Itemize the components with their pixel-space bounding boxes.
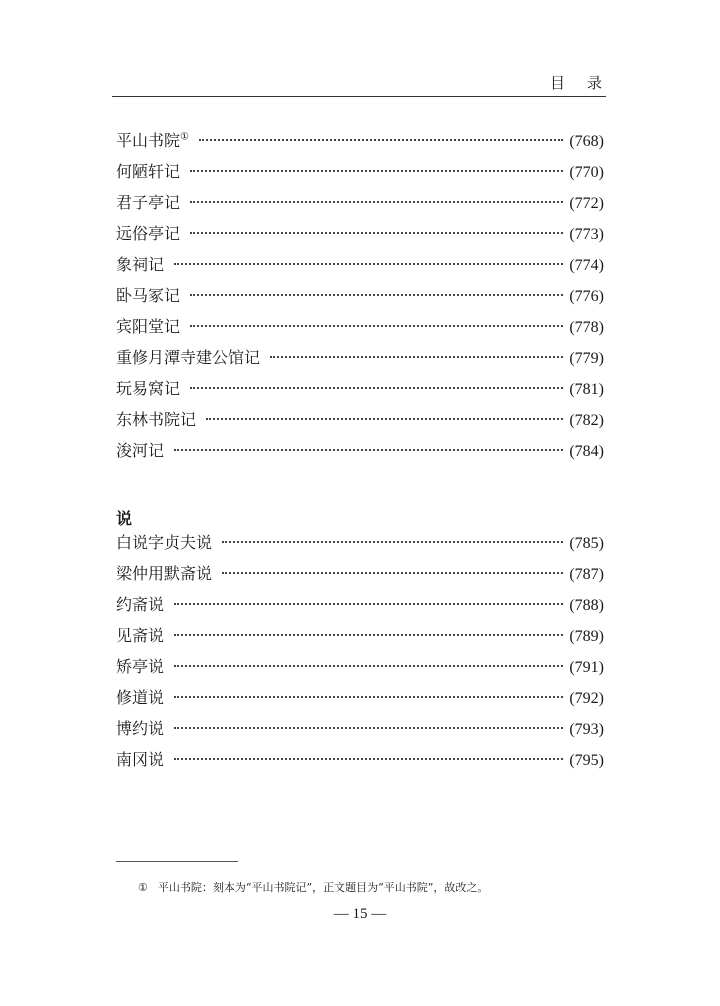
toc-entry-title: 东林书院记 (116, 410, 197, 429)
toc-entry-page: (782) (569, 412, 604, 429)
toc-entry-page: (784) (569, 443, 604, 460)
toc-entry-page: (774) (569, 257, 604, 274)
toc-row[interactable] (116, 252, 604, 283)
toc-entry-page: (791) (569, 659, 604, 676)
toc-entry-title: 玩易窝记 (116, 379, 181, 398)
toc-section-shuo (116, 530, 604, 778)
header-rule (112, 96, 606, 97)
toc-row[interactable] (116, 345, 604, 376)
dot-leader (190, 201, 563, 203)
toc-entry-page: (772) (569, 195, 604, 212)
toc-entry-page: (770) (569, 164, 604, 181)
toc-entry-title: 象祠记 (116, 255, 165, 274)
dot-leader (174, 727, 563, 729)
toc-row[interactable] (116, 376, 604, 407)
toc-entry-title: 博约说 (116, 719, 165, 738)
toc-row[interactable] (116, 592, 604, 623)
dot-leader (270, 356, 563, 358)
dot-leader (190, 387, 563, 389)
toc-row[interactable] (116, 159, 604, 190)
toc-row[interactable] (116, 190, 604, 221)
toc-row[interactable] (116, 654, 604, 685)
toc-row[interactable] (116, 128, 604, 159)
toc-entry-title: 远俗亭记 (116, 224, 181, 243)
dot-leader (190, 232, 563, 234)
page-number: — 15 — (333, 906, 387, 922)
toc-entry-title: 见斋说 (116, 626, 165, 645)
toc-entry-title: 浚河记 (116, 441, 165, 460)
dot-leader (174, 603, 563, 605)
footnote-rule (116, 861, 238, 862)
toc-entry-title: 卧马冢记 (116, 286, 181, 305)
toc-entry-title: 梁仲用默斋说 (116, 564, 213, 583)
dot-leader (190, 325, 563, 327)
footnote (138, 879, 488, 895)
header-title (550, 72, 602, 93)
toc-entry-page: (776) (569, 288, 604, 305)
toc-entry-page: (785) (569, 535, 604, 552)
dot-leader (174, 758, 563, 760)
toc-section-ji (116, 128, 604, 469)
toc-entry-title: 矫亭说 (116, 657, 165, 676)
toc-entry-title: 南冈说 (116, 750, 165, 769)
dot-leader (222, 541, 563, 543)
dot-leader (206, 418, 563, 420)
toc-entry-page: (789) (569, 628, 604, 645)
toc-row[interactable] (116, 283, 604, 314)
toc-entry-title: 何陋轩记 (116, 162, 181, 181)
toc-entry-title: 君子亭记 (116, 193, 181, 212)
toc-entry-page: (768) (569, 133, 604, 150)
toc-entry-title: 约斋说 (116, 595, 165, 614)
toc-entry-title: 宾阳堂记 (116, 317, 181, 336)
toc-row[interactable] (116, 221, 604, 252)
toc-entry-title: 白说字贞夫说 (116, 533, 213, 552)
section-heading: 说 (116, 509, 133, 528)
toc-row[interactable] (116, 716, 604, 747)
toc-entry-page: (792) (569, 690, 604, 707)
toc-entry-page: (778) (569, 319, 604, 336)
toc-row[interactable] (116, 685, 604, 716)
dot-leader (190, 170, 563, 172)
toc-row[interactable] (116, 314, 604, 345)
toc-row[interactable] (116, 623, 604, 654)
toc-entry-page: (795) (569, 752, 604, 769)
dot-leader (222, 572, 563, 574)
toc-entry-page: (779) (569, 350, 604, 367)
toc-row[interactable] (116, 530, 604, 561)
dot-leader (199, 139, 563, 141)
toc-entry-page: (793) (569, 721, 604, 738)
dot-leader (174, 263, 563, 265)
dot-leader (174, 696, 563, 698)
dot-leader (174, 665, 563, 667)
toc-entry-page: (787) (569, 566, 604, 583)
header-title-char-1: 目 (549, 74, 565, 92)
toc-entry-page: (773) (569, 226, 604, 243)
toc-row[interactable] (116, 561, 604, 592)
footnote-text: 平山书院：刻本为“平山书院记”，正文题目为“平山书院”，故改之。 (157, 881, 489, 894)
toc-row[interactable] (116, 747, 604, 778)
toc-entry-page: (788) (569, 597, 604, 614)
toc-entry-title: 重修月潭寺建公馆记 (116, 348, 261, 367)
dot-leader (174, 634, 563, 636)
dot-leader (190, 294, 563, 296)
header-title-char-2: 录 (586, 74, 602, 92)
footnote-ref[interactable]: ① (180, 131, 189, 143)
dot-leader (174, 449, 563, 451)
footnote-mark: ① (138, 881, 148, 894)
toc-entry-title: 修道说 (116, 688, 165, 707)
toc-row[interactable] (116, 407, 604, 438)
toc-entry-title: 平山书院① (116, 131, 189, 150)
toc-entry-page: (781) (569, 381, 604, 398)
toc-row[interactable] (116, 438, 604, 469)
